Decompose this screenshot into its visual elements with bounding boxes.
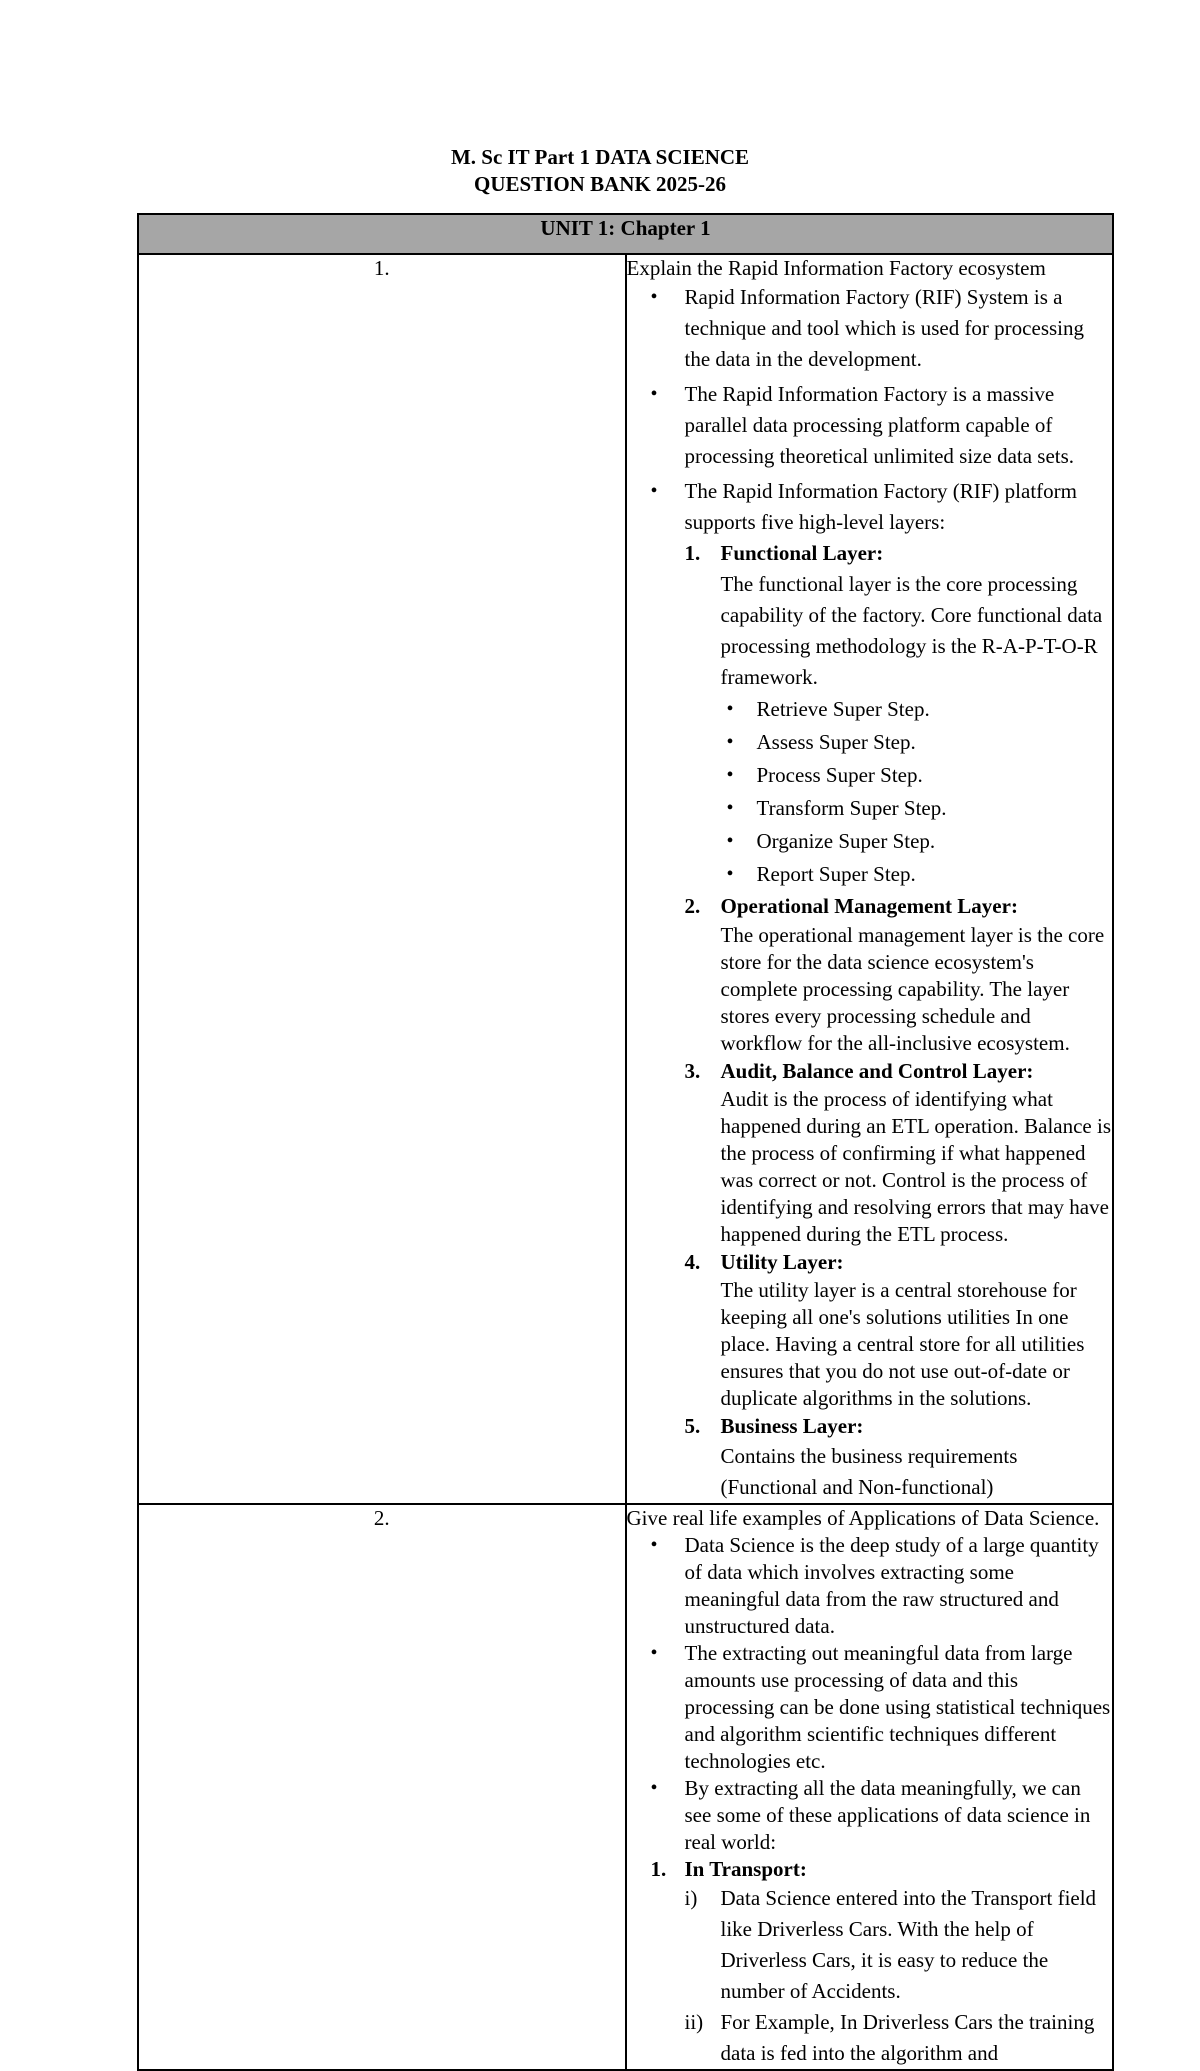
- layer-description: The functional layer is the core processing capability of the factory. Core functional data processing methodology is the R-A-P-T-O-R framework.: [720, 572, 1103, 689]
- question-number: 1.: [138, 254, 626, 1504]
- super-step-item: • Process Super Step.: [627, 759, 1113, 792]
- super-step-item: • Retrieve Super Step.: [627, 693, 1113, 726]
- section-number: 1.: [650, 1857, 667, 1881]
- layer-heading: [627, 538, 1113, 569]
- bullet-list: [627, 1532, 1113, 1856]
- bullet-list: [627, 282, 1113, 538]
- layer-title: Operational Management Layer:: [720, 894, 1018, 918]
- roman-item: [627, 1883, 1113, 2007]
- layer-title: Utility Layer:: [720, 1250, 844, 1274]
- layer-heading: [627, 1057, 1113, 1086]
- roman-number: i): [684, 1886, 698, 1910]
- document-title: M. Sc IT Part 1 DATA SCIENCE: [450, 145, 750, 169]
- roman-list: [627, 1883, 1113, 2069]
- bullet-item: • By extracting all the data meaningfully, we can see some of these applications of data science in real world:: [627, 1775, 1113, 1856]
- roman-text: For Example, In Driverless Cars the training data is fed into the algorithm and: [720, 2010, 1095, 2065]
- layer-heading: [627, 1248, 1113, 1277]
- roman-text: Data Science entered into the Transport field like Driverless Cars. With the help of Driverless Cars, it is easy to reduce the number of Accidents.: [720, 1886, 1097, 2003]
- question-table: [137, 213, 1114, 2071]
- section-heading: [627, 1856, 1113, 1883]
- bullet-item: • The extracting out meaningful data from large amounts use processing of data and this processing can be done using statistical techniques and algorithm scientific techniques different technologies etc.: [627, 1640, 1113, 1775]
- bullet-item: • Rapid Information Factory (RIF) System is a technique and tool which is used for processing the data in the development.: [627, 282, 1113, 375]
- bullet-item: • The Rapid Information Factory is a massive parallel data processing platform capable of processing theoretical unlimited size data sets.: [627, 379, 1113, 472]
- question-number: 2.: [138, 1504, 626, 2070]
- super-step-list: [627, 693, 1113, 891]
- bullet-item: • Data Science is the deep study of a large quantity of data which involves extracting some meaningful data from the raw structured and unstructured data.: [627, 1532, 1113, 1640]
- layer-title: Functional Layer:: [720, 541, 884, 565]
- unit-header-row: [138, 214, 1113, 254]
- question-row-1: [138, 254, 1113, 1504]
- layer-heading: [627, 891, 1113, 922]
- roman-number: ii): [684, 2010, 704, 2034]
- layer-number: 1.: [684, 541, 701, 565]
- layer-heading: [627, 1412, 1113, 1441]
- question-body: [626, 254, 1114, 1504]
- unit-title: UNIT 1: Chapter 1: [138, 214, 1113, 254]
- section-title: In Transport:: [684, 1857, 807, 1881]
- layer-number: 5.: [684, 1414, 701, 1438]
- layer-number: 2.: [684, 894, 701, 918]
- question-text: Give real life examples of Applications of Data Science.: [626, 1506, 1100, 1530]
- layer-description: The utility layer is a central storehouse for keeping all one's solutions utilities In one place. Having a central store for all utilities ensures that you do not use out-of-date or duplicate algorithms in the solutions.: [720, 1278, 1085, 1410]
- layer-title: Business Layer:: [720, 1414, 864, 1438]
- roman-item: [627, 2007, 1113, 2069]
- question-text: Explain the Rapid Information Factory ecosystem: [626, 256, 1046, 280]
- layer-title: Audit, Balance and Control Layer:: [720, 1059, 1034, 1083]
- layer-number: 3.: [684, 1059, 701, 1083]
- super-step-item: • Organize Super Step.: [627, 825, 1113, 858]
- layer-description: Audit is the process of identifying what happened during an ETL operation. Balance is the process of confirming if what happened was correct or not. Control is the process of identifying and resolving errors that may have happened during the ETL process.: [720, 1087, 1111, 1246]
- question-row-2: [138, 1504, 1113, 2070]
- layer-description: The operational management layer is the core store for the data science ecosystem's complete processing capability. The layer stores every processing schedule and workflow for the all-inclusive ecosystem.: [720, 923, 1105, 1055]
- super-step-item: • Assess Super Step.: [627, 726, 1113, 759]
- super-step-item: • Report Super Step.: [627, 858, 1113, 891]
- bullet-item: • The Rapid Information Factory (RIF) platform supports five high-level layers:: [627, 476, 1113, 538]
- document-subtitle: QUESTION BANK 2025-26: [473, 172, 727, 196]
- layer-number: 4.: [684, 1250, 701, 1274]
- super-step-item: • Transform Super Step.: [627, 792, 1113, 825]
- question-body: [626, 1504, 1114, 2070]
- layer-description: Contains the business requirements (Functional and Non-functional): [720, 1444, 1018, 1499]
